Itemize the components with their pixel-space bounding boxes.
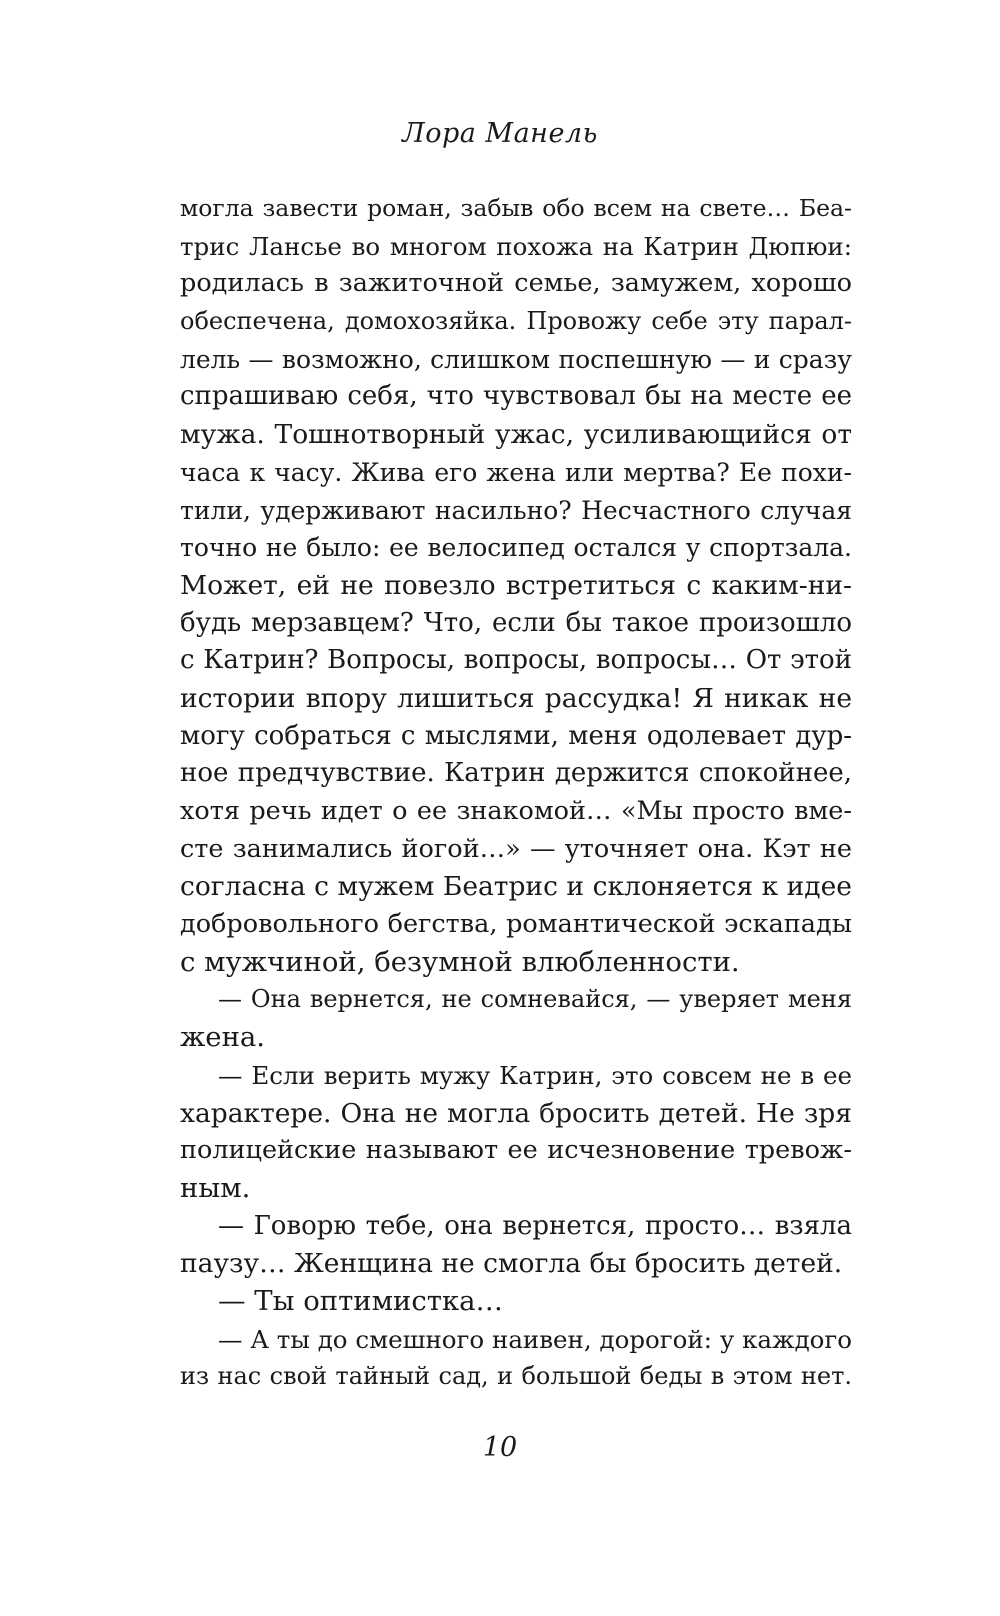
- text-line: ное предчувствие. Катрин держится спокойнее,: [180, 758, 852, 789]
- text-line: точно не было: ее велосипед остался у спортзала.: [180, 533, 852, 563]
- text-line: истории впору лишиться рассудка! Я никак не: [180, 682, 852, 714]
- text-line: ным.: [180, 1171, 251, 1204]
- text-line: могу собраться с мыслями, меня одолевает дур-: [180, 720, 852, 751]
- text-line: — Говорю тебе, она вернется, просто… взяла: [218, 1210, 852, 1241]
- text-line: Может, ей не повезло встретиться с каким-ни-: [180, 569, 852, 601]
- text-line: будь мерзавцем? Что, если бы такое произошло: [180, 607, 852, 638]
- text-line: согласна с мужем Беатрис и склоняется к идее: [180, 871, 852, 903]
- text-line: жена.: [180, 1021, 266, 1054]
- text-line: трис Лансье во многом похожа на Катрин Дюпюи:: [180, 231, 852, 261]
- text-line: с мужчиной, безумной влюбленности.: [180, 945, 740, 978]
- text-line: — Она вернется, не сомневайся, — уверяет меня: [218, 985, 852, 1014]
- text-line: лель — возможно, слишком поспешную — и сразу: [180, 344, 852, 374]
- text-line: характере. Она не могла бросить детей. Не зря: [180, 1097, 852, 1129]
- running-title: Лора Манель: [402, 118, 598, 149]
- text-line: — А ты до смешного наивен, дорогой: у каждого: [218, 1324, 852, 1354]
- text-line: — Ты оптимистка…: [218, 1284, 504, 1317]
- text-line: из нас свой тайный сад, и большой беды в этом нет.: [180, 1362, 852, 1391]
- text-line: — Если верить мужу Катрин, это совсем не в ее: [218, 1060, 852, 1090]
- text-line: добровольного бегства, романтической эскапады: [180, 909, 852, 940]
- text-line: сте занимались йогой…» — уточняет она. Кэт не: [180, 833, 852, 864]
- text-line: паузу… Женщина не смогла бы бросить детей.: [180, 1248, 843, 1280]
- text-line: часа к часу. Жива его жена или мертва? Ее похи-: [180, 457, 852, 487]
- text-line: тили, удерживают насильно? Несчастного случая: [180, 495, 852, 525]
- text-line: родилась в зажиточной семье, замужем, хорошо: [180, 268, 852, 299]
- text-line: обеспечена, домохозяйка. Провожу себе эту парал-: [180, 307, 852, 336]
- text-line: спрашиваю себя, что чувствовал бы на месте ее: [180, 381, 852, 412]
- text-line: мужа. Тошнотворный ужас, усиливающийся от: [180, 419, 852, 451]
- text-line: могла завести роман, забыв обо всем на свете… Беа-: [180, 194, 852, 222]
- text-line: полицейские называют ее исчезновение тревож-: [180, 1135, 852, 1166]
- text-line: хотя речь идет о ее знакомой… «Мы просто вме-: [180, 796, 852, 826]
- text-line: с Катрин? Вопросы, вопросы, вопросы… От этой: [180, 645, 852, 676]
- page-number: 10: [482, 1432, 518, 1463]
- body-text: [180, 190, 852, 1396]
